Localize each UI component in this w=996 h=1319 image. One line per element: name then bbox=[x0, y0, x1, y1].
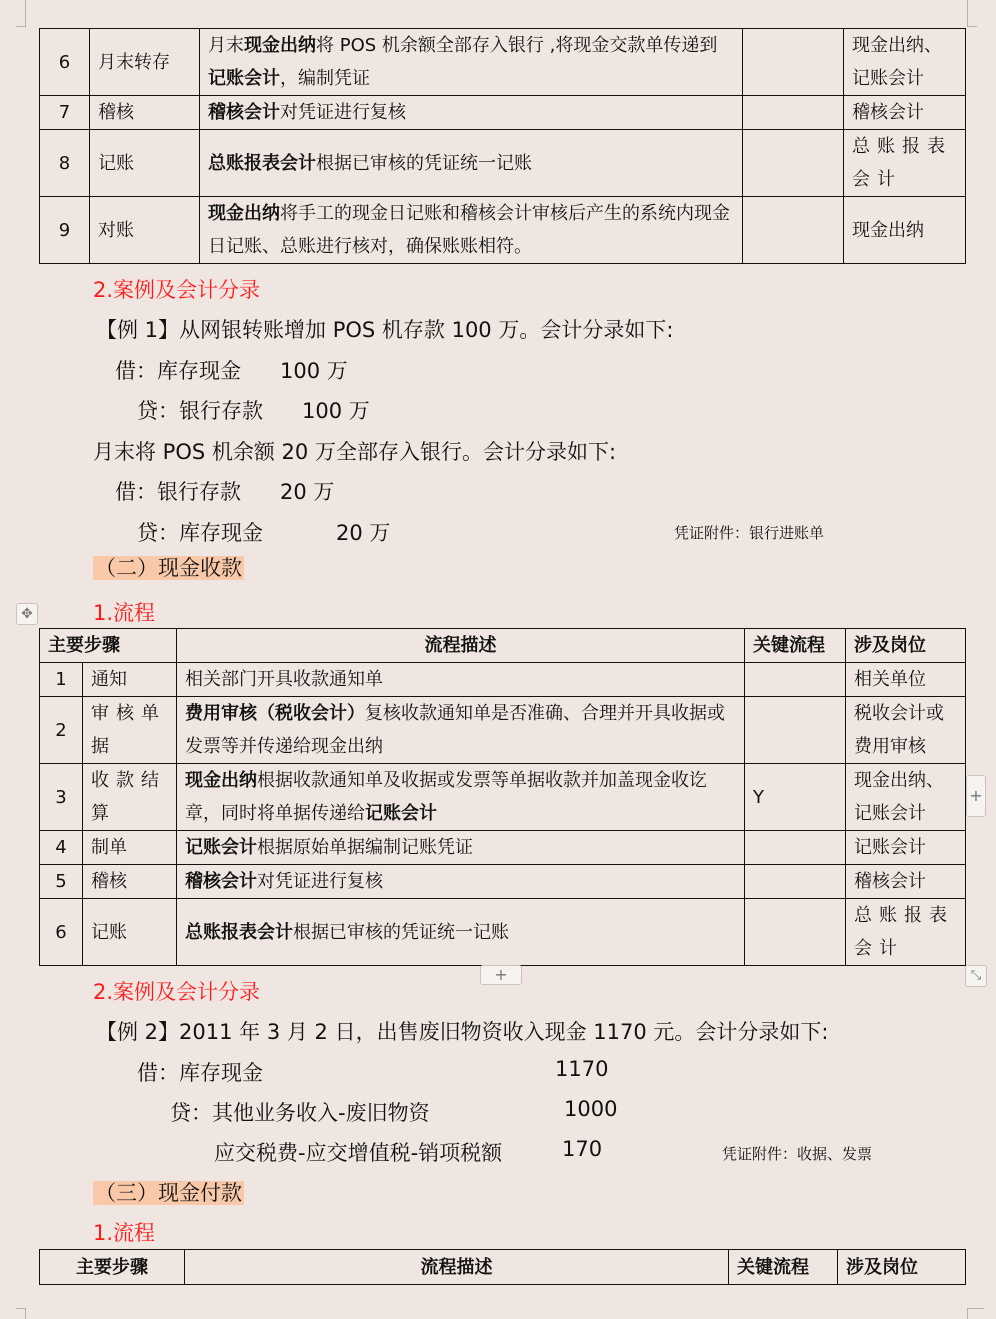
table-header-row bbox=[40, 629, 966, 663]
entry-credit-label: 贷：库存现金 bbox=[137, 521, 263, 545]
table-resize-handle[interactable]: ⤡ bbox=[965, 965, 987, 987]
header-desc: 流程描述 bbox=[177, 629, 745, 663]
key-process bbox=[743, 130, 844, 197]
role: 稽核会计 bbox=[846, 865, 966, 899]
step-name: 对账 bbox=[90, 197, 200, 264]
table-move-handle[interactable]: ✥ bbox=[16, 603, 38, 625]
step-description: 相关部门开具收款通知单 bbox=[177, 663, 745, 697]
step-description: 稽核会计对凭证进行复核 bbox=[177, 865, 745, 899]
voucher-attachment-note: 凭证附件：收据、发票 bbox=[722, 1145, 873, 1163]
role: 现金出纳、记账会计 bbox=[844, 29, 966, 96]
step-number: 8 bbox=[40, 130, 90, 197]
entry-debit-amount: 100 万 bbox=[280, 359, 348, 383]
table-row bbox=[40, 197, 966, 264]
entry-debit-label: 借：库存现金 bbox=[115, 359, 241, 383]
table-row bbox=[40, 831, 966, 865]
entry-credit-amount: 100 万 bbox=[302, 399, 370, 423]
table-row bbox=[40, 865, 966, 899]
section-title-cash-payment: （三）现金付款 bbox=[95, 1181, 242, 1205]
step-description: 记账会计根据原始单据编制记账凭证 bbox=[177, 831, 745, 865]
step-description: 现金出纳根据收款通知单及收据或发票等单据收款并加盖现金收讫章，同时将单据传递给记账会计 bbox=[177, 764, 745, 831]
cash-pos-process-table bbox=[39, 28, 966, 264]
key-process bbox=[745, 899, 846, 966]
case-heading: 2.案例及会计分录 bbox=[93, 980, 261, 1004]
step-name: 记账 bbox=[83, 899, 177, 966]
step-description: 现金出纳将手工的现金日记账和稽核会计审核后产生的系统内现金日记账、总账进行核对，确保账账相符。 bbox=[200, 197, 743, 264]
step-description: 稽核会计对凭证进行复核 bbox=[200, 96, 743, 130]
step-description: 费用审核（税收会计）复核收款通知单是否准确、合理并开具收据或发票等并传递给现金出纳 bbox=[177, 697, 745, 764]
header-step: 主要步骤 bbox=[40, 1250, 185, 1285]
entry-credit-label: 应交税费-应交增值税-销项税额 bbox=[214, 1141, 503, 1165]
entry-credit-amount: 20 万 bbox=[336, 521, 391, 545]
key-process bbox=[745, 697, 846, 764]
header-desc: 流程描述 bbox=[185, 1250, 729, 1285]
table-row bbox=[40, 96, 966, 130]
role: 税收会计或费用审核 bbox=[846, 697, 966, 764]
table-row bbox=[40, 663, 966, 697]
role: 现金出纳、记账会计 bbox=[846, 764, 966, 831]
entry-credit-amount: 170 bbox=[562, 1137, 603, 1161]
role: 总账报表会计 bbox=[846, 899, 966, 966]
example-2-text: 【例 2】2011 年 3 月 2 日，出售废旧物资收入现金 1170 元。会计分录如下: bbox=[96, 1020, 829, 1044]
step-name: 收款结算 bbox=[83, 764, 177, 831]
key-process bbox=[743, 197, 844, 264]
table-row bbox=[40, 764, 966, 831]
page-corner-mark bbox=[16, 1308, 26, 1319]
header-key: 关键流程 bbox=[745, 629, 846, 663]
step-number: 9 bbox=[40, 197, 90, 264]
header-role: 涉及岗位 bbox=[846, 629, 966, 663]
table-row bbox=[40, 29, 966, 96]
key-process bbox=[743, 29, 844, 96]
table-header-row bbox=[40, 1250, 966, 1285]
step-description: 总账报表会计根据已审核的凭证统一记账 bbox=[177, 899, 745, 966]
step-number: 2 bbox=[40, 697, 83, 764]
entry-credit-label: 贷：其他业务收入-废旧物资 bbox=[170, 1101, 430, 1125]
page-corner-mark bbox=[967, 0, 977, 27]
entry-debit-amount: 20 万 bbox=[280, 480, 335, 504]
step-name: 记账 bbox=[90, 130, 200, 197]
add-row-button[interactable]: + bbox=[480, 965, 522, 985]
entry-debit-amount: 1170 bbox=[555, 1057, 609, 1081]
step-name: 稽核 bbox=[83, 865, 177, 899]
page-corner-mark bbox=[967, 1308, 984, 1319]
step-number: 3 bbox=[40, 764, 83, 831]
step-name: 月末转存 bbox=[90, 29, 200, 96]
month-end-text: 月末将 POS 机余额 20 万全部存入银行。会计分录如下: bbox=[93, 440, 617, 464]
entry-credit-amount: 1000 bbox=[564, 1097, 618, 1121]
step-name: 制单 bbox=[83, 831, 177, 865]
step-number: 7 bbox=[40, 96, 90, 130]
key-process bbox=[745, 663, 846, 697]
example-1-text: 【例 1】从网银转账增加 POS 机存款 100 万。会计分录如下: bbox=[96, 318, 674, 342]
process-heading: 1.流程 bbox=[93, 1221, 156, 1245]
step-name: 审核单据 bbox=[83, 697, 177, 764]
section-title-cash-receipt: （二）现金收款 bbox=[95, 556, 242, 580]
process-heading: 1.流程 bbox=[93, 601, 156, 625]
role: 相关单位 bbox=[846, 663, 966, 697]
step-number: 1 bbox=[40, 663, 83, 697]
role: 总账报表会计 bbox=[844, 130, 966, 197]
step-name: 稽核 bbox=[90, 96, 200, 130]
case-heading: 2.案例及会计分录 bbox=[93, 278, 261, 302]
table-row bbox=[40, 899, 966, 966]
role: 现金出纳 bbox=[844, 197, 966, 264]
header-key: 关键流程 bbox=[729, 1250, 838, 1285]
voucher-attachment-note: 凭证附件：银行进账单 bbox=[674, 524, 825, 542]
table-row bbox=[40, 130, 966, 197]
entry-debit-label: 借：银行存款 bbox=[115, 480, 241, 504]
step-description: 总账报表会计根据已审核的凭证统一记账 bbox=[200, 130, 743, 197]
role: 记账会计 bbox=[846, 831, 966, 865]
entry-credit-label: 贷：银行存款 bbox=[137, 399, 263, 423]
key-process bbox=[745, 831, 846, 865]
step-description: 月末现金出纳将 POS 机余额全部存入银行 ,将现金交款单传递到记账会计，编制凭证 bbox=[200, 29, 743, 96]
header-step: 主要步骤 bbox=[40, 629, 177, 663]
add-column-button[interactable]: + bbox=[966, 775, 986, 817]
step-number: 5 bbox=[40, 865, 83, 899]
key-process: Y bbox=[745, 764, 846, 831]
table-row bbox=[40, 697, 966, 764]
entry-debit-label: 借：库存现金 bbox=[137, 1061, 263, 1085]
key-process bbox=[743, 96, 844, 130]
step-number: 6 bbox=[40, 29, 90, 96]
cash-receipt-process-table bbox=[39, 628, 966, 966]
role: 稽核会计 bbox=[844, 96, 966, 130]
cash-payment-process-table bbox=[39, 1249, 966, 1285]
step-number: 4 bbox=[40, 831, 83, 865]
header-role: 涉及岗位 bbox=[838, 1250, 966, 1285]
step-name: 通知 bbox=[83, 663, 177, 697]
step-number: 6 bbox=[40, 899, 83, 966]
key-process bbox=[745, 865, 846, 899]
page-corner-mark bbox=[16, 0, 26, 27]
